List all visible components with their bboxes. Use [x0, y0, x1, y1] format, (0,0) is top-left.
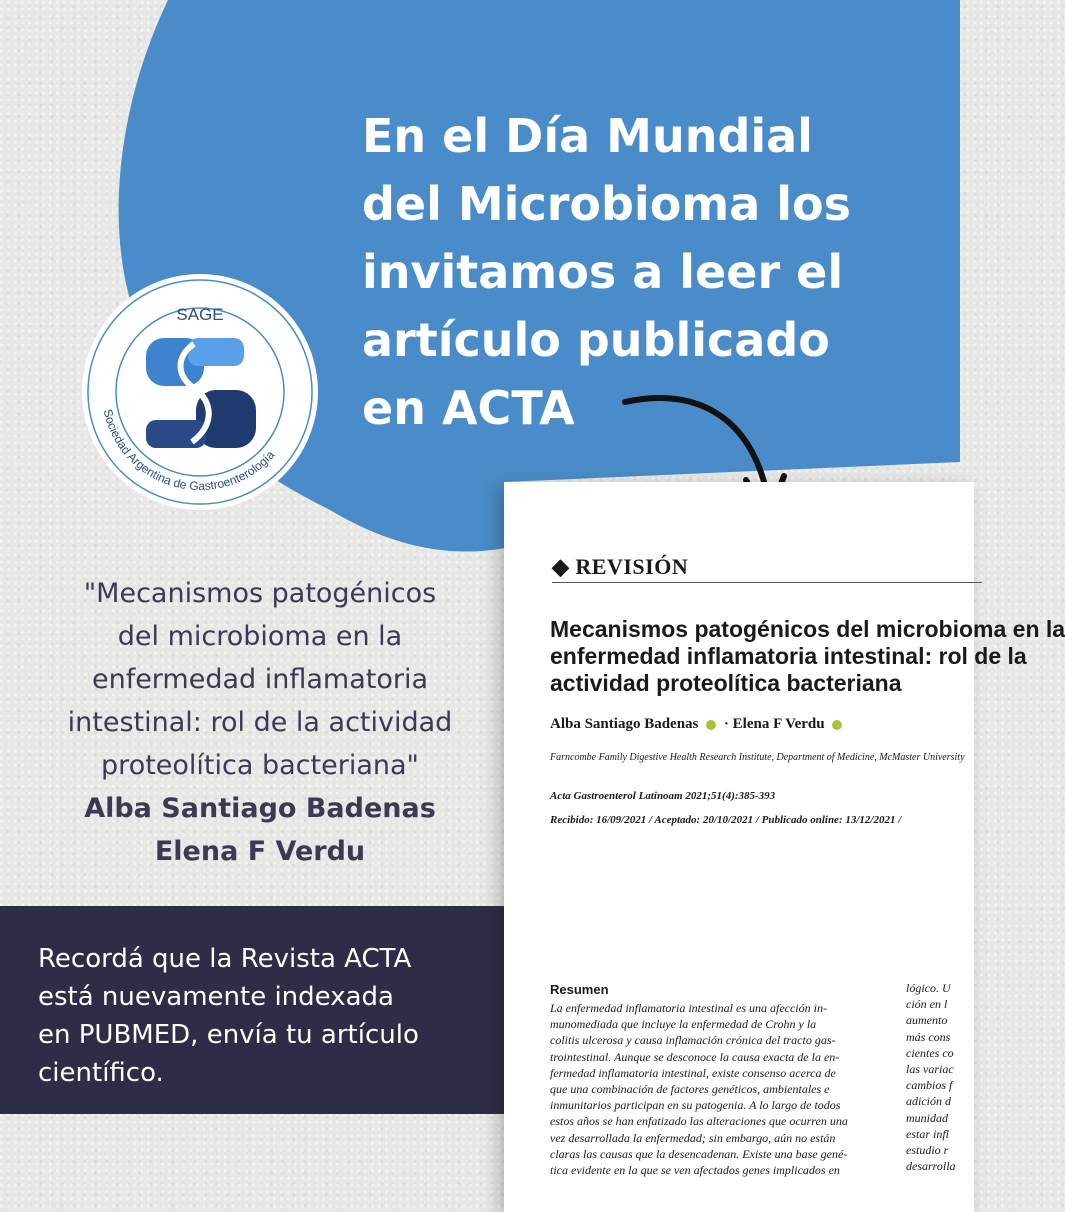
headline-line: del Microbioma los: [362, 177, 852, 231]
headline-line: en ACTA: [362, 381, 575, 435]
abstract-line: vez desarrollada la enfermedad; sin embargo, aún no están: [550, 1130, 836, 1145]
paper-author-2: Elena F Verdu: [732, 716, 825, 732]
abstract-column-2: [906, 980, 976, 1174]
headline-line: invitamos a leer el: [362, 245, 844, 299]
paper-title: [550, 616, 1065, 697]
abstract-body: [550, 1000, 895, 1178]
abstract-line: estos años se han enfatizado las alteraciones que ocurren una: [550, 1114, 848, 1129]
article-title-line: proteolítica bacteriana": [101, 750, 419, 781]
article-title-line: intestinal: rol de la actividad: [67, 707, 453, 738]
paper-divider: [552, 582, 982, 583]
logo-acronym: SAGE: [176, 305, 224, 324]
paper-title-line: actividad proteolítica bacteriana: [550, 670, 902, 696]
article-title-line: enfermedad inflamatoria: [91, 664, 429, 695]
orcid-icon: [706, 720, 716, 730]
orcid-icon: [832, 720, 842, 730]
abstract-line: fermedad inflamatoria intestinal, existe consenso acerca de: [550, 1065, 836, 1080]
headline-line: artículo publicado: [362, 313, 830, 367]
abstract-col2-line: estudio r: [906, 1143, 949, 1158]
abstract-col2-line: estar infl: [906, 1126, 950, 1141]
abstract-line: inmunitarios participan en su patogenia. A lo largo de todos: [550, 1098, 841, 1113]
abstract-line: que una combinación de factores genéticos, ambientales e: [550, 1082, 830, 1097]
notice-line: Recordá que la Revista ACTA: [38, 944, 412, 974]
article-title-line: del microbioma en la: [117, 621, 403, 652]
paper-dates: Recibido: 16/09/2021 / Aceptado: 20/10/2021 / Publicado online: 13/12/2021 /: [550, 814, 902, 826]
paper-section-label: ◆ REVISIÓN: [552, 554, 689, 579]
abstract-line: tica evidente en la que se ven afectados genes implicados en: [550, 1163, 840, 1178]
paper-authors: [550, 716, 846, 733]
abstract-line: La enfermedad inflamatoria intestinal es una afección in-: [550, 1001, 827, 1015]
abstract-col2-line: más cons: [906, 1029, 951, 1044]
abstract-col2-line: ción en l: [906, 997, 948, 1012]
paper-author-1: Alba Santiago Badenas: [550, 716, 699, 732]
notice-line: está nuevamente indexada: [38, 982, 394, 1012]
paper-preview: [504, 482, 1065, 1212]
article-title-line: "Mecanismos patogénicos: [83, 578, 437, 609]
notice-line: en PUBMED, envía tu artículo: [38, 1020, 419, 1050]
abstract-line: claras las causas que la desencadenan. Existe una base gené-: [550, 1146, 848, 1161]
headline-line: En el Día Mundial: [362, 109, 813, 163]
abstract-line: trointestinal. Aunque se desconoce la causa exacta de la en-: [550, 1049, 840, 1064]
pubmed-notice: [0, 906, 532, 1114]
article-quote: [20, 572, 500, 873]
logo-ring-path: Sociedad Argentina de Gastroenterología: [100, 407, 278, 494]
abstract-heading: Resumen: [550, 982, 609, 997]
sage-logo: [80, 272, 320, 512]
abstract-col2-line: lógico. U: [906, 981, 951, 995]
paper-title-line: Mecanismos patogénicos del microbioma en la: [550, 616, 1065, 642]
notice-line: científico.: [38, 1058, 164, 1088]
paper-affiliation: Farncombe Family Digestive Health Research Institute, Department of Medicine, McMaster University: [550, 752, 965, 763]
abstract-col2-line: adición d: [906, 1094, 951, 1109]
abstract-col2-line: aumento: [906, 1013, 948, 1028]
article-author: Alba Santiago Badenas: [84, 793, 436, 824]
paper-author-separator: ·: [723, 716, 729, 732]
abstract-line: munomediada que incluye la enfermedad de Crohn y la: [550, 1017, 817, 1032]
abstract-col2-line: munidad: [906, 1110, 948, 1125]
article-author: Elena F Verdu: [154, 836, 366, 867]
paper-title-line: enfermedad inflamatoria intestinal: rol de la: [550, 643, 1027, 669]
paper-citation: Acta Gastroenterol Latinoam 2021;51(4):385-393: [550, 790, 776, 802]
abstract-col2-line: las variac: [906, 1062, 954, 1077]
abstract-line: colitis ulcerosa y causa inflamación crónica del tracto gas-: [550, 1033, 836, 1048]
abstract-col2-line: cientes co: [906, 1045, 954, 1060]
abstract-col2-line: cambios f: [906, 1078, 953, 1093]
abstract-col2-line: desarrolla: [906, 1159, 956, 1174]
